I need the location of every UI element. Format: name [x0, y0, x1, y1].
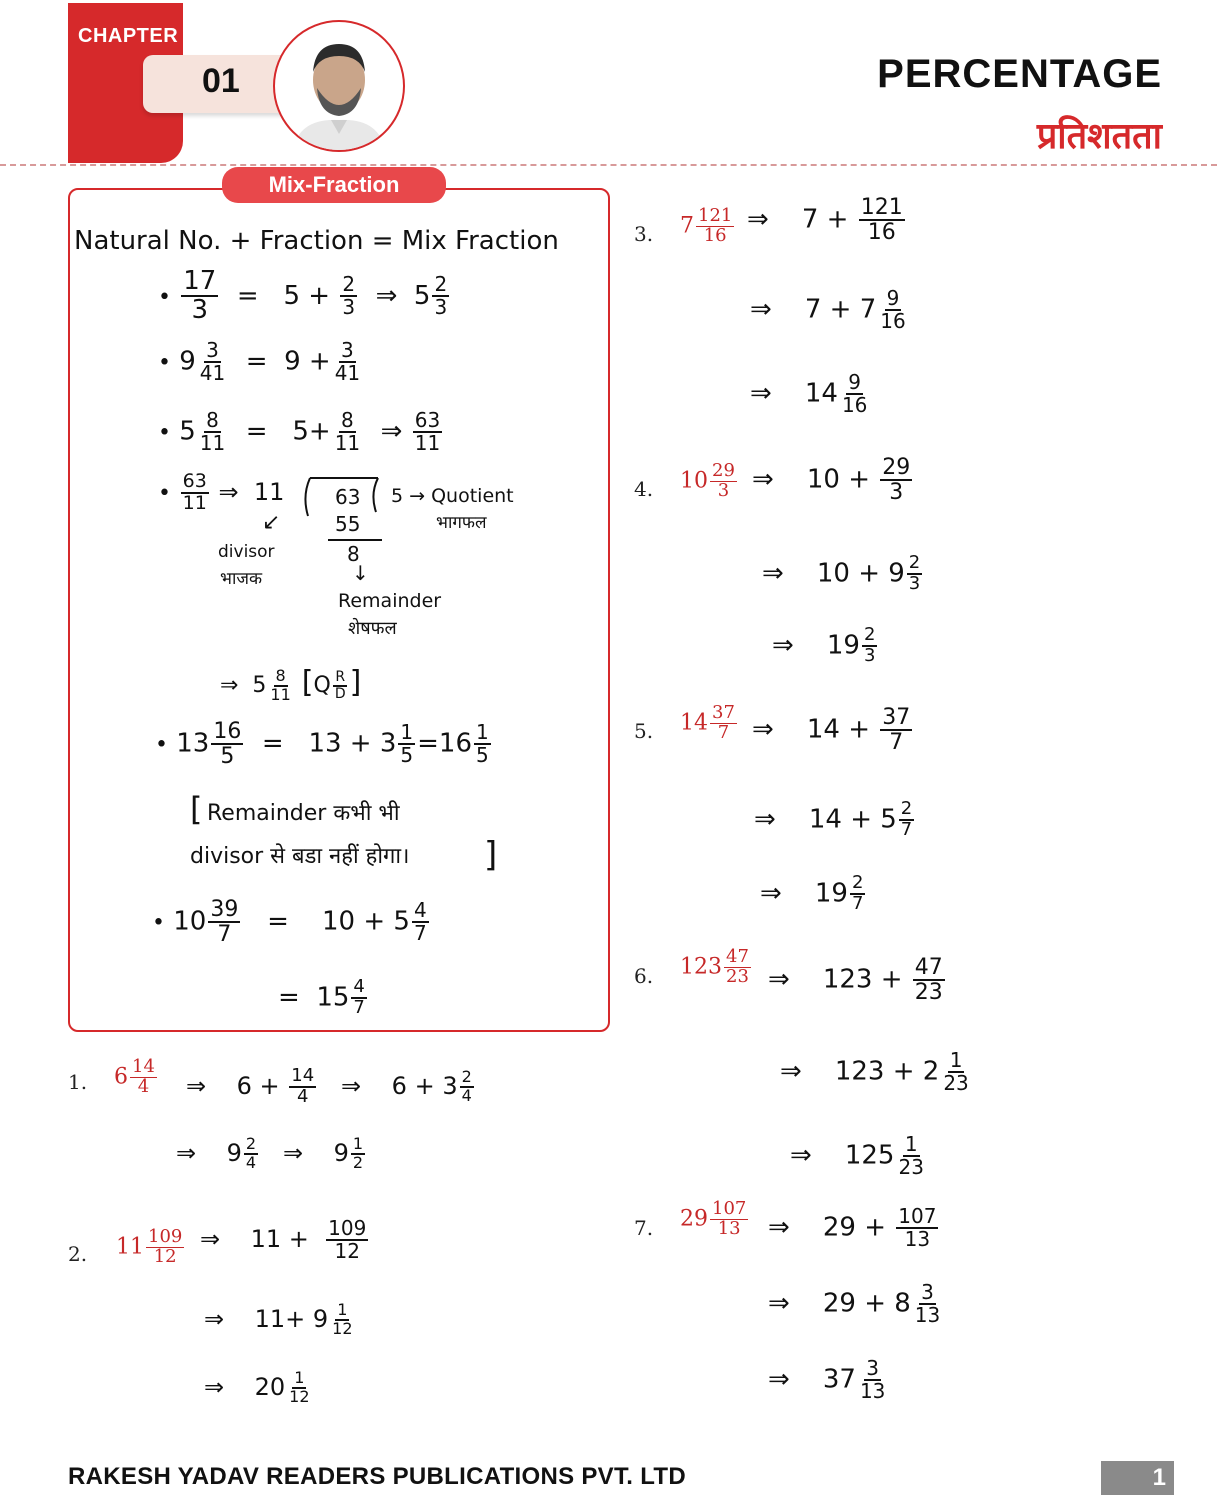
- solution-step: ⇒ 19 $\frac{2}{3}$: [772, 624, 876, 666]
- header-divider: [0, 164, 1217, 166]
- solution-step: ⇒ 11 + $\frac{109}{12}$: [200, 1216, 367, 1263]
- page-number: 1: [1101, 1461, 1174, 1495]
- division-quotient: 5 → Quotient: [391, 485, 514, 507]
- mix-fraction-tab: Mix-Fraction: [222, 167, 446, 203]
- solution-step: ⇒ 7 + $\frac{121}{16}$: [747, 195, 903, 246]
- solution-step: ⇒ 10 + $\frac{29}{3}$: [752, 455, 911, 506]
- solution-step: ⇒ 20 $\frac{1}{12}$: [204, 1368, 310, 1406]
- solution-step: ⇒ 29 + 8 $\frac{3}{13}$: [768, 1280, 941, 1327]
- question-mix-fraction: 14 $\frac{37}{7}$: [680, 702, 735, 743]
- solution-step: ⇒ 6 + $\frac{14}{4}$ ⇒ 6 + 3 $\frac{2}{4}$: [186, 1065, 472, 1107]
- solution-step: ⇒ 125 $\frac{1}{23}$: [790, 1132, 924, 1179]
- example-5: • 13 $\frac{16}{5}$ = 13 + 3 $\frac{1}{5}$ =16 $\frac{1}{5}$: [155, 719, 489, 770]
- question-number: 7.: [634, 1216, 654, 1240]
- question-number: 1.: [68, 1070, 88, 1094]
- question-number: 4.: [634, 477, 654, 501]
- remainder-hindi: शेषफल: [348, 618, 397, 639]
- note-line-2: divisor से बडा नहीं होगा।: [190, 844, 410, 869]
- question-mix-fraction: 29 $\frac{107}{13}$: [680, 1198, 747, 1239]
- solution-step: ⇒ 14 + 5 $\frac{2}{7}$: [754, 798, 913, 840]
- remainder-arrow: ↓: [352, 561, 369, 585]
- chapter-number: 01: [202, 62, 240, 100]
- question-mix-fraction: 10 $\frac{29}{3}$: [680, 460, 735, 501]
- division-dividend: 63: [335, 485, 361, 509]
- question-mix-fraction: 11 $\frac{109}{12}$: [116, 1226, 183, 1267]
- question-mix-fraction: 6 $\frac{14}{4}$: [114, 1056, 155, 1097]
- divisor-arrow: ↙: [262, 510, 281, 535]
- question-number: 3.: [634, 222, 654, 246]
- publisher-footer: RAKESH YADAV READERS PUBLICATIONS PVT. LTD: [68, 1463, 687, 1490]
- solution-step: ⇒ 7 + 7 $\frac{9}{16}$: [750, 286, 906, 333]
- question-number: 5.: [634, 719, 654, 743]
- solution-step: ⇒ 29 + $\frac{107}{13}$: [768, 1204, 937, 1251]
- solution-step: ⇒ 123 + $\frac{47}{23}$: [768, 955, 943, 1006]
- division-remainder: 8: [347, 542, 360, 566]
- page-title: PERCENTAGE: [877, 52, 1162, 96]
- definition-line: Natural No. + Fraction = Mix Fraction: [74, 226, 559, 256]
- quotient-hindi: भागफल: [436, 513, 487, 533]
- author-photo: [273, 20, 405, 152]
- question-number: 2.: [68, 1242, 88, 1266]
- chapter-label: CHAPTER: [78, 25, 179, 47]
- solution-step: ⇒ 14 + $\frac{37}{7}$: [752, 705, 911, 756]
- example-4: • $\frac{63}{11}$ ⇒ 11: [158, 470, 285, 514]
- example-6-result: = 15 $\frac{4}{7}$: [278, 976, 365, 1018]
- solution-step: ⇒ 37 $\frac{3}{13}$: [768, 1356, 886, 1403]
- divisor-hindi: भाजक: [220, 569, 263, 589]
- solution-step: ⇒ 14 $\frac{9}{16}$: [750, 370, 868, 417]
- example-3: • 5 $\frac{8}{11}$ = 5+ $\frac{8}{11}$ ⇒ $\frac{63}{11}$: [158, 408, 441, 455]
- example-2: • 9 $\frac{3}{41}$ = 9 + $\frac{3}{41}$: [158, 338, 361, 385]
- page-title-hindi: प्रतिशतता: [1036, 116, 1162, 157]
- solution-step: ⇒ 123 + 2 $\frac{1}{23}$: [780, 1048, 969, 1095]
- example-6: • 10 $\frac{39}{7}$ = 10 + 5 $\frac{4}{7}$: [152, 897, 427, 948]
- solution-step: ⇒ 11+ 9 $\frac{1}{12}$: [204, 1300, 353, 1338]
- example-1: • $\frac{17}{3}$ = 5 + $\frac{2}{3}$ ⇒ 5 $\frac{2}{3}$: [158, 266, 448, 326]
- solution-step: ⇒ 9 $\frac{2}{4}$ ⇒ 9 $\frac{1}{2}$: [176, 1134, 364, 1172]
- solution-step: ⇒ 10 + 9 $\frac{2}{3}$: [762, 552, 921, 594]
- solution-step: ⇒ 19 $\frac{2}{7}$: [760, 872, 864, 914]
- question-mix-fraction: 123 $\frac{47}{23}$: [680, 946, 749, 987]
- example-4-result: ⇒ 5 $\frac{8}{11}$ [Q $\frac{R}{D}$ ]: [220, 665, 362, 704]
- note-bracket-close: ]: [484, 835, 498, 875]
- divisor-label: divisor: [218, 542, 275, 562]
- note-bracket-open: [: [190, 790, 203, 828]
- question-mix-fraction: 7 $\frac{121}{16}$: [680, 205, 733, 246]
- question-number: 6.: [634, 964, 654, 988]
- note-line-1: Remainder कभी भी: [207, 801, 400, 826]
- remainder-label: Remainder: [338, 590, 442, 612]
- division-product: 55: [335, 512, 361, 536]
